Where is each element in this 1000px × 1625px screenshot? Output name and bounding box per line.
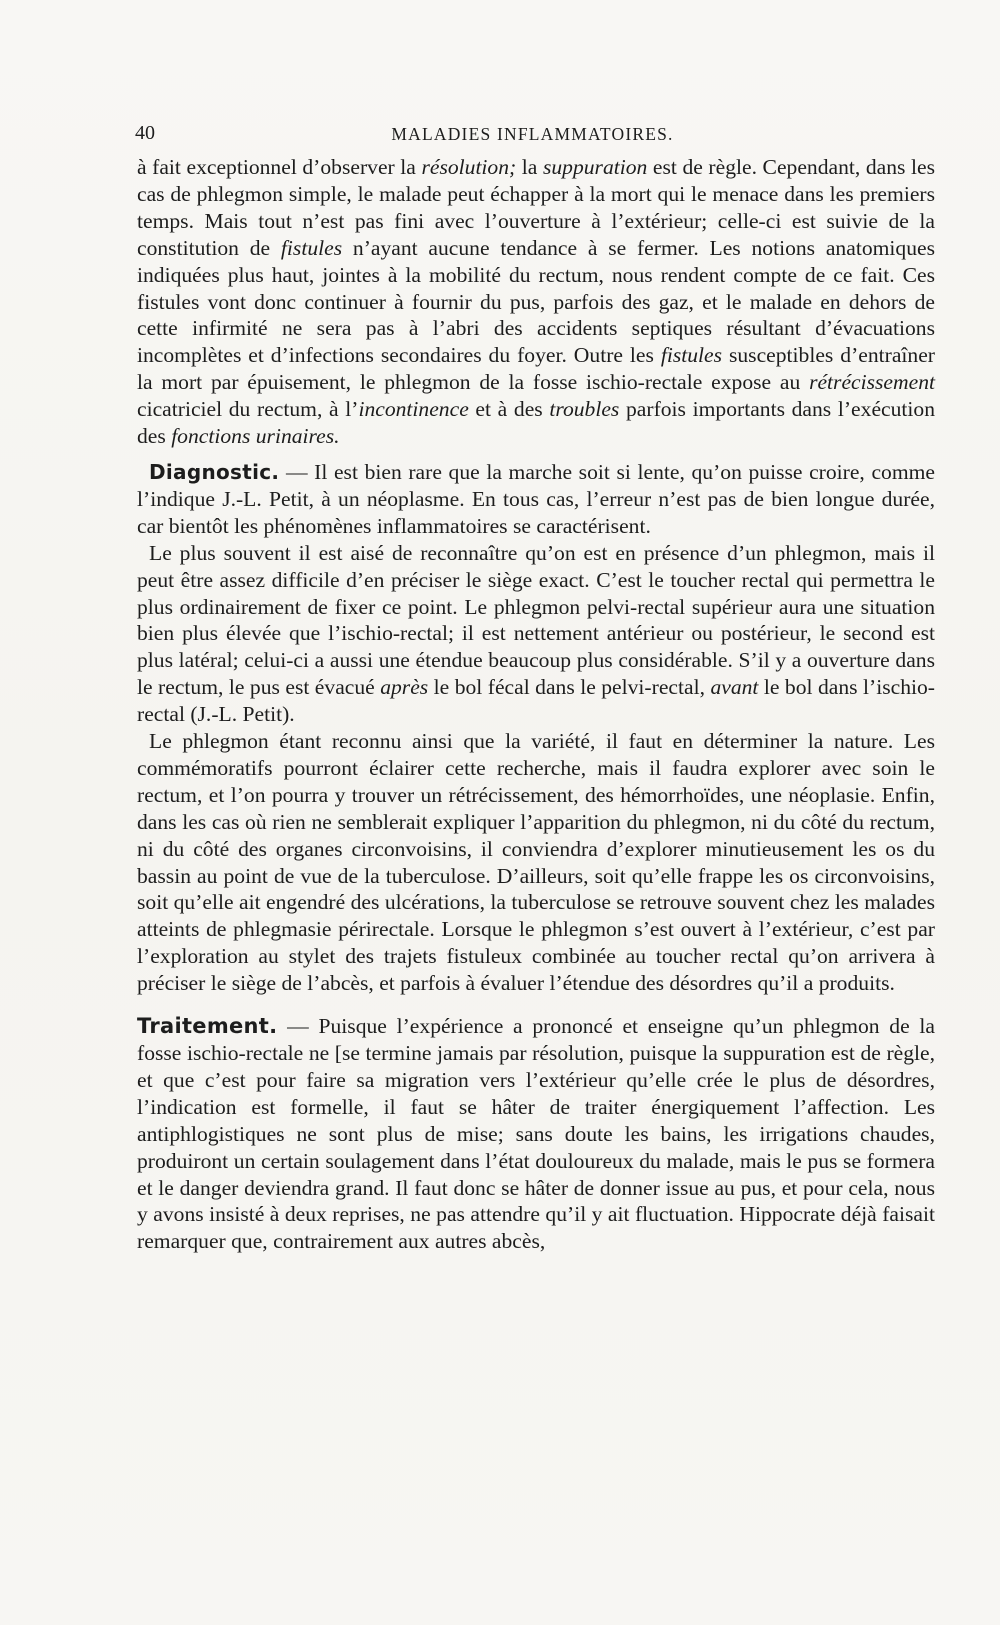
italic-text: suppuration — [542, 155, 648, 179]
section-heading: Diagnostic. — [149, 459, 280, 484]
italic-text: fistules — [660, 343, 723, 368]
text-run: Le plus souvent il est aisé de reconnaître qu’on est en présence d’un phlegmon, mais il peut être assez difficile d’en préciser le siège exact. C’est le toucher rectal qui permettra le plus ordinairement de fixer ce point. Le phlegmon pelvi-rectal supérieur aura une situation bien plus élevée que l’ischio-rectal; il est nettement antérieur ou postérieur, le second est plus latéral; celui-ci a aussi une étendue beaucoup plus considérable. S’il y a ouverture dans le rectum, le pus est évacué — [137, 540, 935, 700]
text-run: à fait exceptionnel d’observer la — [137, 155, 422, 179]
page-number: 40 — [135, 122, 155, 144]
paragraph-recognition — [137, 540, 935, 728]
paragraph-diagnostic — [137, 459, 935, 540]
italic-text: fistules — [280, 235, 343, 260]
text-run: — Il est bien rare que la marche soit si lente, qu’on puisse croire, comme l’indique J.-L. Petit, à un néoplasme. En tous cas, l’erreur n’est pas de bien longue durée, car bientôt les phénomènes inflammatoires se caractérisent. — [137, 459, 935, 538]
text-run: susceptibles d’entraîner la mort par épuisement, le phlegmon de la fosse ischio-rectale expose au — [137, 343, 935, 395]
paragraph-traitement — [137, 1013, 935, 1255]
text-run: — Puisque l’expérience a prononcé et enseigne qu’un phlegmon de la fosse ischio-rectale ne [se termine jamais par résolution, puisque la suppuration est de règle, et que c’est pour faire sa migration vers l’extérieur qu’elle crée le plus de désordres, l’indication est formelle, il faut se hâter de traiter énergiquement l’affection. Les antiphlogistiques ne sont plus de mise; sans doute les bains, les irrigations chaudes, produiront un certain soulagement dans l’état douloureux du malade, mais le pus se formera et le danger deviendra grand. Il faut donc se hâter de donner issue au pus, et pour cela, nous y avons insisté à deux reprises, ne pas attendre qu’il y ait fluctuation. Hippocrate déjà faisait remarquer que, contrairement aux autres abcès, — [137, 1014, 935, 1254]
text-run: est de règle. Cependant, dans les cas de phlegmon simple, le malade peut échapper à la mort qui le menace dans les premiers temps. Mais tout n’est pas fini avec l’ouverture à l’extérieur; celle-ci est suivie de la constitution de — [137, 155, 936, 260]
page-header — [130, 118, 935, 148]
text-run: parfois importants dans l’exécution des — [137, 397, 935, 449]
paragraph-continuation — [137, 154, 935, 450]
italic-text: après — [380, 675, 429, 700]
text-run: la — [516, 155, 543, 179]
italic-text: fonctions urinaires. — [171, 424, 340, 449]
italic-text: incontinence — [358, 397, 469, 422]
text-run: et à des — [468, 397, 550, 422]
text-run: n’ayant aucune tendance à se fermer. Les notions anatomiques indiquées plus haut, jointes à la mobilité du rectum, nous rendent compte de ce fait. Ces fistules vont donc continuer à fournir du pus, parfois des gaz, et le malade en dehors de cette infirmité ne sera pas à l’abri des accidents septiques résultant d’évacuations incomplètes et d’infections secondaires du foyer. Outre les — [137, 235, 935, 368]
italic-text: troubles — [549, 397, 620, 422]
running-title: MALADIES INFLAMMATOIRES. — [391, 124, 674, 144]
paragraph-nature — [137, 728, 935, 997]
italic-text: résolution; — [421, 155, 517, 179]
text-run: le bol dans l’ischio-rectal (J.-L. Petit). — [137, 675, 935, 727]
page-body — [137, 154, 935, 1255]
italic-text: avant — [710, 675, 759, 700]
text-run: le bol fécal dans le pelvi-rectal, — [428, 675, 711, 700]
text-run: cicatriciel du rectum, à l’ — [137, 397, 359, 422]
italic-text: rétrécissement — [809, 370, 935, 395]
section-heading: Traitement. — [137, 1014, 278, 1039]
text-run: Le phlegmon étant reconnu ainsi que la variété, il faut en déterminer la nature. Les commémoratifs pourront éclairer cette recherche, mais il faudra explorer avec soin le rectum, et l’on pourra y trouver un rétrécissement, des hémorrhoïdes, une néoplasie. Enfin, dans les cas où rien ne semblerait expliquer l’apparition du phlegmon, ni du côté du rectum, ni du côté des organes circonvoisins, il conviendra d’explorer minutieusement les os du bassin au point de vue de la tuberculose. D’ailleurs, soit qu’elle frappe les os circonvoisins, soit qu’elle ait engendré des ulcérations, la tuberculose se retrouve souvent chez les malades atteints de phlegmasie périrectale. Lorsque le phlegmon s’est ouvert à l’extérieur, c’est par l’exploration au stylet des trajets fistuleux combinée au toucher rectal qu’on arrivera à préciser le siège de l’abcès, et parfois à évaluer l’étendue des désordres qu’il a produits. — [137, 729, 935, 996]
